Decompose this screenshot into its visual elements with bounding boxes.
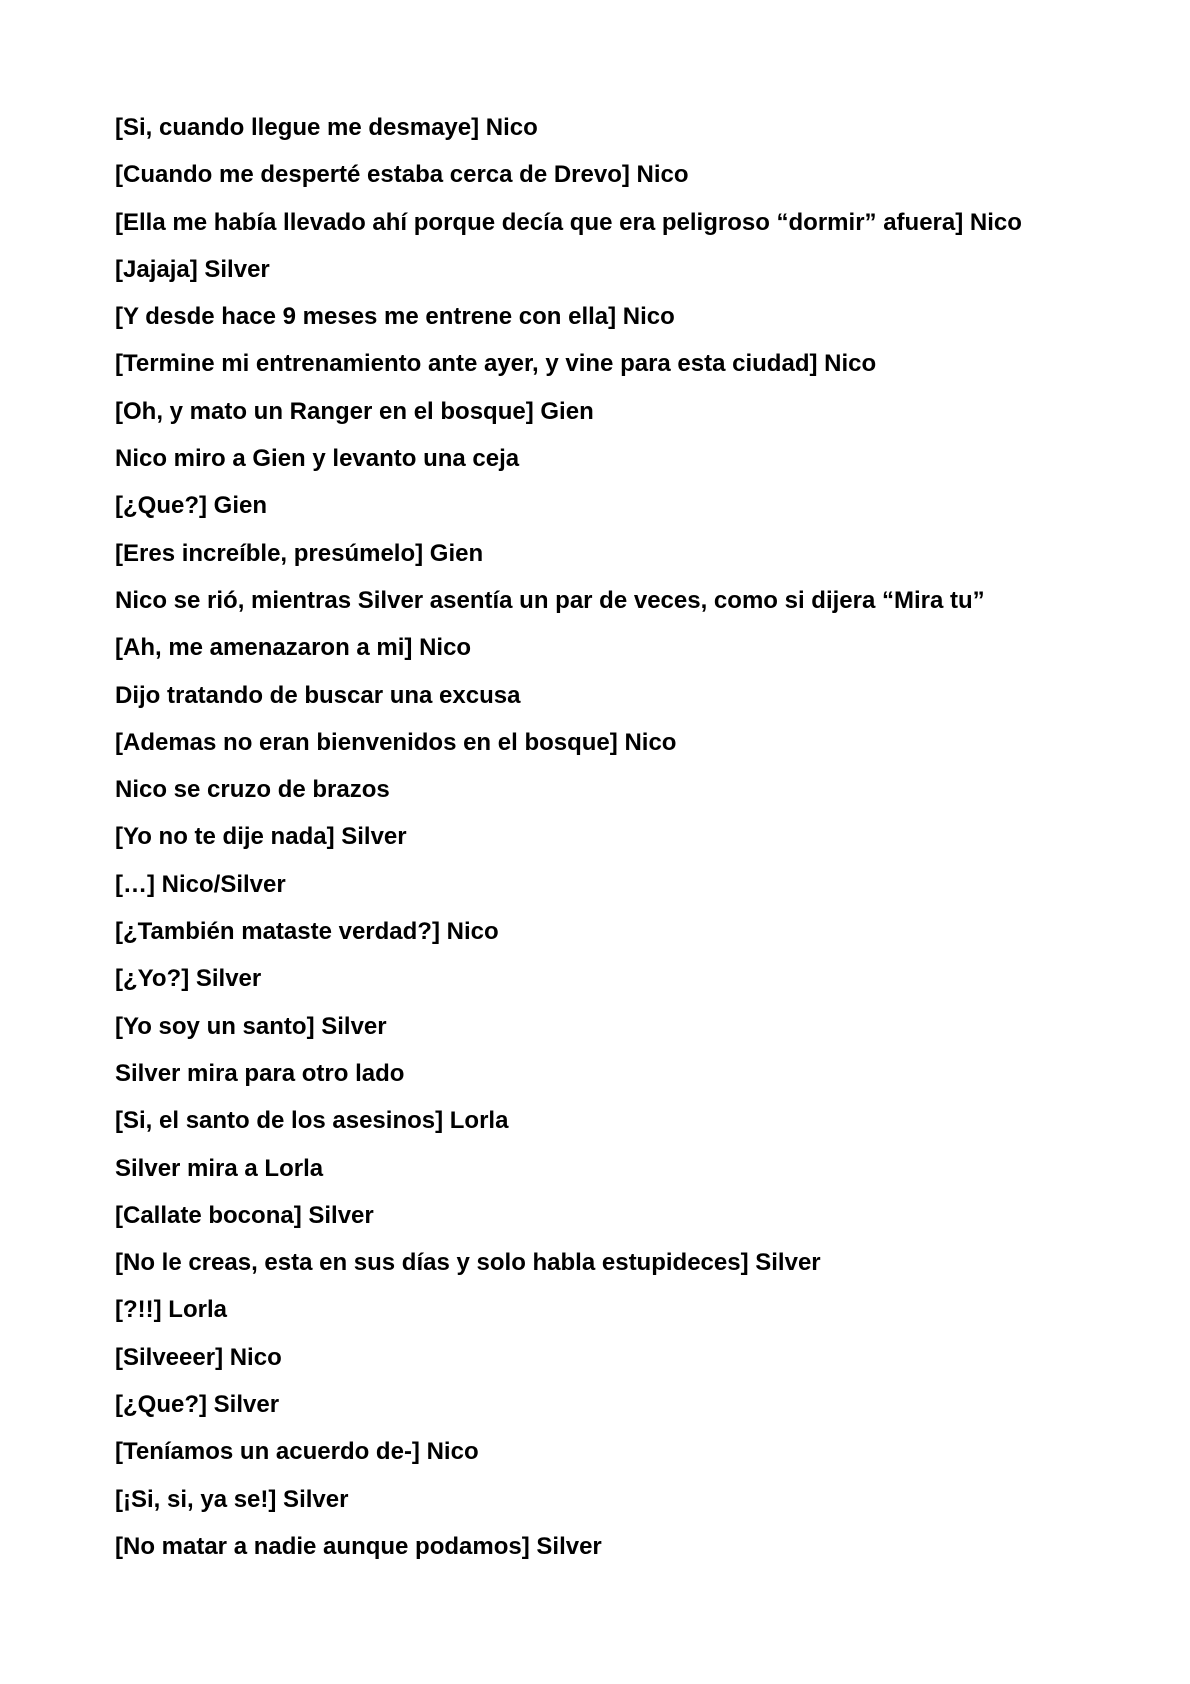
text-line: [Jajaja] Silver <box>115 255 270 283</box>
text-line: [¿Que?] Gien <box>115 492 267 520</box>
text-line: [Si, cuando llegue me desmaye] Nico <box>115 114 538 141</box>
text-line: […] Nico/Silver <box>115 870 286 898</box>
text-line: [Eres increíble, presúmelo] Gien <box>115 539 484 567</box>
text-line: [Si, el santo de los asesinos] Lorla <box>115 1107 509 1135</box>
text-line: [Y desde hace 9 meses me entrene con ella] Nico <box>115 303 675 331</box>
text-line: Nico miro a Gien y levanto una ceja <box>115 445 520 473</box>
text-line: Silver mira para otro lado <box>115 1059 405 1087</box>
text-line: [No matar a nadie aunque podamos] Silver <box>115 1532 602 1560</box>
text-line: Nico se rió, mientras Silver asentía un par de veces, como si dijera “Mira tu” <box>115 586 985 614</box>
text-line: [¿Que?] Silver <box>115 1391 280 1419</box>
dialogue-text <box>115 110 1095 1576</box>
text-line: [Termine mi entrenamiento ante ayer, y vine para esta ciudad] Nico <box>115 350 877 378</box>
text-line: Nico se cruzo de brazos <box>115 776 390 804</box>
text-line: [No le creas, esta en sus días y solo habla estupideces] Silver <box>115 1249 821 1277</box>
text-line: [Silveeer] Nico <box>115 1343 282 1371</box>
text-line: [Cuando me desperté estaba cerca de Drevo] Nico <box>115 161 689 189</box>
text-line: [Ella me había llevado ahí porque decía que era peligroso “dormir” afuera] Nico <box>115 208 1022 236</box>
text-line: [¡Si, si, ya se!] Silver <box>115 1485 349 1513</box>
text-line: [Oh, y mato un Ranger en el bosque] Gien <box>115 397 594 425</box>
text-line: [¿Yo?] Silver <box>115 965 262 993</box>
text-line: [Ah, me amenazaron a mi] Nico <box>115 634 472 662</box>
text-line: Dijo tratando de buscar una excusa <box>115 681 521 709</box>
text-line: [Ademas no eran bienvenidos en el bosque] Nico <box>115 728 677 756</box>
text-line: [Teníamos un acuerdo de-] Nico <box>115 1438 479 1466</box>
text-line: Silver mira a Lorla <box>115 1154 324 1182</box>
text-line: [Callate bocona] Silver <box>115 1201 374 1229</box>
text-line: [Yo no te dije nada] Silver <box>115 823 407 851</box>
text-line: [Yo soy un santo] Silver <box>115 1012 387 1040</box>
text-line: [¿También mataste verdad?] Nico <box>115 918 499 946</box>
text-line: [?!!] Lorla <box>115 1296 227 1324</box>
